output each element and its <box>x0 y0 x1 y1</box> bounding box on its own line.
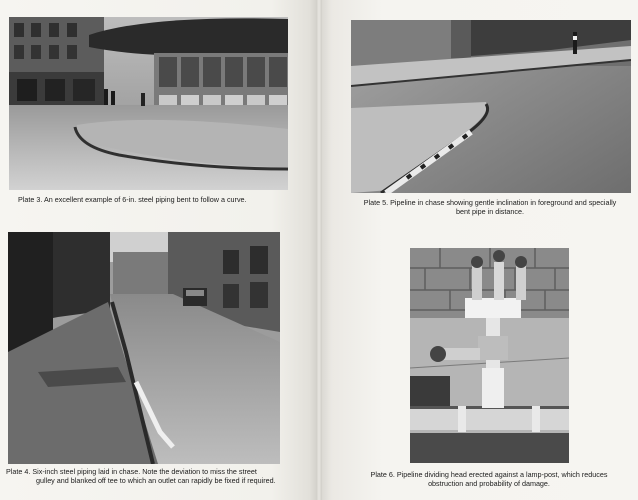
plate-3-caption: Plate 3. An excellent example of 6-in. steel piping bent to follow a curve. <box>18 195 247 204</box>
plate-4-caption <box>6 467 296 485</box>
plate-6-caption-line-1: Plate 6. Pipeline dividing head erected against a lamp-post, which reduces <box>370 470 608 479</box>
plate-5-caption-line-1: Plate 5. Pipeline in chase showing gentle inclination in foreground and specially <box>363 198 617 207</box>
plate-3-photo <box>9 17 288 190</box>
plate-6-caption-line-2: obstruction and probability of damage. <box>428 479 550 488</box>
plate-5-photo <box>351 20 631 193</box>
plate-4-caption-line-2: gulley and blanked off tee to which an outlet can rapidly be fixed if required. <box>36 476 276 485</box>
plate-4-caption-line-1: Plate 4. Six-inch steel piping laid in chase. Note the deviation to miss the street <box>6 467 257 476</box>
plate-4-photo <box>8 232 280 464</box>
book-gutter <box>316 0 322 500</box>
plate-5-caption-line-2: bent pipe in distance. <box>456 207 524 216</box>
plate-6-photo <box>410 248 569 463</box>
plate-5-caption <box>348 198 632 216</box>
plate-6-caption <box>344 470 634 488</box>
